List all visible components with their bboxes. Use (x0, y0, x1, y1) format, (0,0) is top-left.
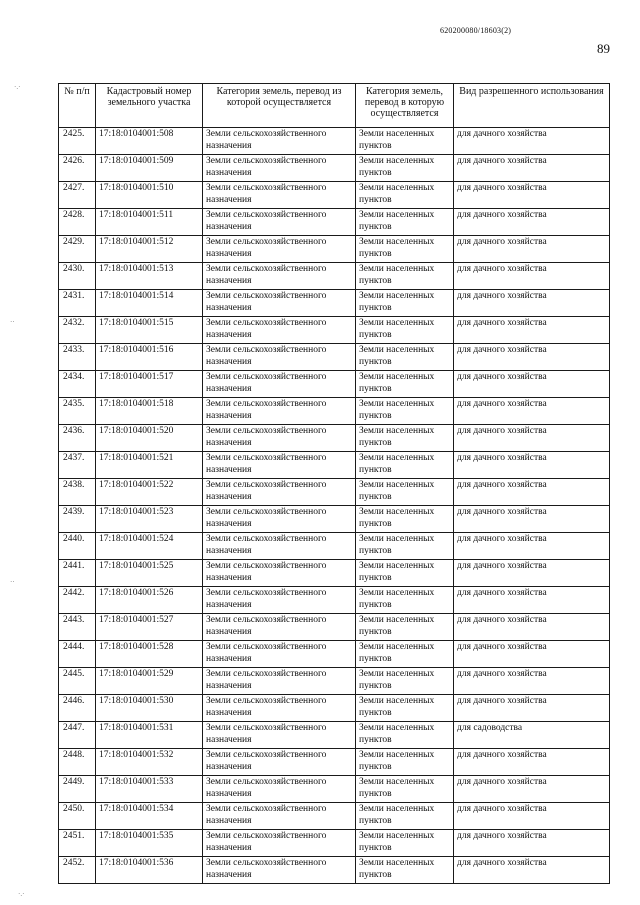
cell-number: 2429. (59, 236, 96, 263)
table-row (59, 722, 610, 749)
table-row (59, 641, 610, 668)
cell-category-to: Земли населенных пунктов (356, 317, 454, 344)
page-number: 89 (597, 41, 610, 56)
cell-permitted-use: для дачного хозяйства (454, 236, 610, 263)
cell-cadastral-number: 17:18:0104001:508 (96, 128, 203, 155)
cell-cadastral-number: 17:18:0104001:525 (96, 560, 203, 587)
table-row (59, 830, 610, 857)
cell-category-to: Земли населенных пунктов (356, 452, 454, 479)
cell-category-from: Земли сельскохозяйственного назначения (203, 749, 356, 776)
cell-permitted-use: для дачного хозяйства (454, 317, 610, 344)
cell-category-to: Земли населенных пунктов (356, 506, 454, 533)
cell-permitted-use: для дачного хозяйства (454, 830, 610, 857)
cell-cadastral-number: 17:18:0104001:527 (96, 614, 203, 641)
cell-number: 2427. (59, 182, 96, 209)
cell-number: 2433. (59, 344, 96, 371)
cell-category-to: Земли населенных пунктов (356, 533, 454, 560)
cell-cadastral-number: 17:18:0104001:520 (96, 425, 203, 452)
cell-number: 2428. (59, 209, 96, 236)
table-row (59, 371, 610, 398)
table-row (59, 560, 610, 587)
cell-category-to: Земли населенных пунктов (356, 479, 454, 506)
cell-permitted-use: для дачного хозяйства (454, 803, 610, 830)
cell-number: 2443. (59, 614, 96, 641)
scan-speck: ·.· (18, 890, 25, 898)
cell-permitted-use: для дачного хозяйства (454, 533, 610, 560)
cell-category-to: Земли населенных пунктов (356, 263, 454, 290)
cell-permitted-use: для дачного хозяйства (454, 641, 610, 668)
cell-permitted-use: для дачного хозяйства (454, 371, 610, 398)
cell-number: 2430. (59, 263, 96, 290)
cell-permitted-use: для дачного хозяйства (454, 614, 610, 641)
table-row (59, 344, 610, 371)
cell-number: 2436. (59, 425, 96, 452)
cell-cadastral-number: 17:18:0104001:531 (96, 722, 203, 749)
table-row (59, 749, 610, 776)
cell-number: 2435. (59, 398, 96, 425)
cell-permitted-use: для дачного хозяйства (454, 749, 610, 776)
cell-category-from: Земли сельскохозяйственного назначения (203, 209, 356, 236)
cell-category-from: Земли сельскохозяйственного назначения (203, 506, 356, 533)
document-id: 620200080/18603(2) (440, 26, 512, 35)
table-row (59, 533, 610, 560)
table-row (59, 479, 610, 506)
table-body (59, 128, 610, 884)
cell-permitted-use: для дачного хозяйства (454, 452, 610, 479)
cell-number: 2451. (59, 830, 96, 857)
cell-permitted-use: для дачного хозяйства (454, 128, 610, 155)
column-header-cadastral-number: Кадастровый номер земельного участка (96, 84, 203, 128)
cell-permitted-use: для дачного хозяйства (454, 587, 610, 614)
cell-cadastral-number: 17:18:0104001:511 (96, 209, 203, 236)
cell-category-from: Земли сельскохозяйственного назначения (203, 857, 356, 884)
cell-category-from: Земли сельскохозяйственного назначения (203, 344, 356, 371)
cell-category-from: Земли сельскохозяйственного назначения (203, 560, 356, 587)
cell-category-from: Земли сельскохозяйственного назначения (203, 263, 356, 290)
cell-category-from: Земли сельскохозяйственного назначения (203, 155, 356, 182)
column-header-number: № п/п (59, 84, 96, 128)
cell-cadastral-number: 17:18:0104001:534 (96, 803, 203, 830)
cell-category-to: Земли населенных пунктов (356, 128, 454, 155)
cell-cadastral-number: 17:18:0104001:510 (96, 182, 203, 209)
table-row (59, 452, 610, 479)
cell-number: 2426. (59, 155, 96, 182)
cell-category-to: Земли населенных пунктов (356, 425, 454, 452)
cell-category-to: Земли населенных пунктов (356, 830, 454, 857)
cell-cadastral-number: 17:18:0104001:518 (96, 398, 203, 425)
table-row (59, 695, 610, 722)
cell-cadastral-number: 17:18:0104001:523 (96, 506, 203, 533)
table-row (59, 236, 610, 263)
cell-cadastral-number: 17:18:0104001:521 (96, 452, 203, 479)
cell-cadastral-number: 17:18:0104001:514 (96, 290, 203, 317)
table-row (59, 398, 610, 425)
table-row (59, 128, 610, 155)
cell-category-from: Земли сельскохозяйственного назначения (203, 641, 356, 668)
table-row (59, 857, 610, 884)
cell-number: 2425. (59, 128, 96, 155)
land-register-table (58, 83, 610, 884)
cell-cadastral-number: 17:18:0104001:536 (96, 857, 203, 884)
cell-cadastral-number: 17:18:0104001:529 (96, 668, 203, 695)
cell-permitted-use: для дачного хозяйства (454, 560, 610, 587)
column-header-category-from: Категория земель, перевод из которой осуществляется (203, 84, 356, 128)
cell-permitted-use: для дачного хозяйства (454, 263, 610, 290)
cell-permitted-use: для дачного хозяйства (454, 209, 610, 236)
cell-cadastral-number: 17:18:0104001:524 (96, 533, 203, 560)
table-row (59, 263, 610, 290)
cell-cadastral-number: 17:18:0104001:522 (96, 479, 203, 506)
cell-cadastral-number: 17:18:0104001:532 (96, 749, 203, 776)
cell-category-to: Земли населенных пунктов (356, 344, 454, 371)
cell-category-to: Земли населенных пунктов (356, 587, 454, 614)
cell-permitted-use: для дачного хозяйства (454, 425, 610, 452)
cell-number: 2439. (59, 506, 96, 533)
cell-number: 2452. (59, 857, 96, 884)
cell-number: 2446. (59, 695, 96, 722)
cell-category-from: Земли сельскохозяйственного назначения (203, 533, 356, 560)
cell-category-from: Земли сельскохозяйственного назначения (203, 695, 356, 722)
cell-cadastral-number: 17:18:0104001:533 (96, 776, 203, 803)
cell-number: 2437. (59, 452, 96, 479)
cell-category-to: Земли населенных пунктов (356, 695, 454, 722)
cell-category-from: Земли сельскохозяйственного назначения (203, 371, 356, 398)
cell-category-to: Земли населенных пунктов (356, 641, 454, 668)
table-row (59, 155, 610, 182)
scan-speck: ·· (10, 318, 15, 326)
cell-cadastral-number: 17:18:0104001:530 (96, 695, 203, 722)
table-header-row (59, 84, 610, 128)
table-row (59, 776, 610, 803)
cell-cadastral-number: 17:18:0104001:509 (96, 155, 203, 182)
cell-cadastral-number: 17:18:0104001:512 (96, 236, 203, 263)
scan-speck: ·· (10, 578, 15, 586)
cell-number: 2444. (59, 641, 96, 668)
cell-permitted-use: для дачного хозяйства (454, 344, 610, 371)
cell-category-from: Земли сельскохозяйственного назначения (203, 803, 356, 830)
cell-category-from: Земли сельскохозяйственного назначения (203, 722, 356, 749)
cell-category-to: Земли населенных пунктов (356, 560, 454, 587)
cell-category-from: Земли сельскохозяйственного назначения (203, 317, 356, 344)
cell-category-from: Земли сельскохозяйственного назначения (203, 614, 356, 641)
cell-cadastral-number: 17:18:0104001:517 (96, 371, 203, 398)
cell-category-to: Земли населенных пунктов (356, 722, 454, 749)
cell-permitted-use: для дачного хозяйства (454, 695, 610, 722)
cell-permitted-use: для дачного хозяйства (454, 479, 610, 506)
table-row (59, 182, 610, 209)
cell-category-to: Земли населенных пунктов (356, 371, 454, 398)
table-row (59, 668, 610, 695)
cell-permitted-use: для дачного хозяйства (454, 398, 610, 425)
cell-category-from: Земли сельскохозяйственного назначения (203, 776, 356, 803)
cell-cadastral-number: 17:18:0104001:513 (96, 263, 203, 290)
cell-permitted-use: для дачного хозяйства (454, 290, 610, 317)
cell-permitted-use: для дачного хозяйства (454, 506, 610, 533)
cell-category-from: Земли сельскохозяйственного назначения (203, 425, 356, 452)
cell-cadastral-number: 17:18:0104001:528 (96, 641, 203, 668)
cell-category-from: Земли сельскохозяйственного назначения (203, 452, 356, 479)
cell-category-to: Земли населенных пунктов (356, 290, 454, 317)
column-header-category-to: Категория земель, перевод в которую осуществляется (356, 84, 454, 128)
cell-category-from: Земли сельскохозяйственного назначения (203, 587, 356, 614)
cell-permitted-use: для дачного хозяйства (454, 776, 610, 803)
cell-category-to: Земли населенных пунктов (356, 857, 454, 884)
cell-number: 2438. (59, 479, 96, 506)
cell-number: 2445. (59, 668, 96, 695)
table-row (59, 290, 610, 317)
cell-category-from: Земли сельскохозяйственного назначения (203, 479, 356, 506)
table-row (59, 317, 610, 344)
cell-number: 2441. (59, 560, 96, 587)
table-row (59, 587, 610, 614)
table-row (59, 803, 610, 830)
cell-number: 2434. (59, 371, 96, 398)
cell-category-to: Земли населенных пунктов (356, 182, 454, 209)
cell-permitted-use: для дачного хозяйства (454, 857, 610, 884)
scan-speck: ·.· (14, 83, 21, 91)
cell-permitted-use: для дачного хозяйства (454, 668, 610, 695)
table-row (59, 506, 610, 533)
cell-cadastral-number: 17:18:0104001:515 (96, 317, 203, 344)
cell-category-to: Земли населенных пунктов (356, 398, 454, 425)
cell-category-to: Земли населенных пунктов (356, 668, 454, 695)
table-row (59, 614, 610, 641)
cell-category-to: Земли населенных пунктов (356, 236, 454, 263)
cell-number: 2442. (59, 587, 96, 614)
cell-permitted-use: для дачного хозяйства (454, 155, 610, 182)
cell-number: 2450. (59, 803, 96, 830)
cell-category-to: Земли населенных пунктов (356, 803, 454, 830)
cell-category-from: Земли сельскохозяйственного назначения (203, 182, 356, 209)
cell-category-from: Земли сельскохозяйственного назначения (203, 290, 356, 317)
cell-category-from: Земли сельскохозяйственного назначения (203, 830, 356, 857)
table-row (59, 425, 610, 452)
cell-category-to: Земли населенных пунктов (356, 209, 454, 236)
cell-category-from: Земли сельскохозяйственного назначения (203, 236, 356, 263)
cell-category-from: Земли сельскохозяйственного назначения (203, 398, 356, 425)
table-row (59, 209, 610, 236)
cell-category-to: Земли населенных пунктов (356, 749, 454, 776)
cell-category-to: Земли населенных пунктов (356, 776, 454, 803)
cell-category-to: Земли населенных пунктов (356, 614, 454, 641)
cell-category-to: Земли населенных пунктов (356, 155, 454, 182)
cell-permitted-use: для дачного хозяйства (454, 182, 610, 209)
cell-number: 2432. (59, 317, 96, 344)
cell-number: 2440. (59, 533, 96, 560)
cell-cadastral-number: 17:18:0104001:516 (96, 344, 203, 371)
cell-cadastral-number: 17:18:0104001:526 (96, 587, 203, 614)
column-header-permitted-use: Вид разрешенного использования (454, 84, 610, 128)
cell-category-from: Земли сельскохозяйственного назначения (203, 128, 356, 155)
cell-number: 2449. (59, 776, 96, 803)
cell-number: 2431. (59, 290, 96, 317)
cell-number: 2448. (59, 749, 96, 776)
cell-permitted-use: для садоводства (454, 722, 610, 749)
cell-cadastral-number: 17:18:0104001:535 (96, 830, 203, 857)
cell-number: 2447. (59, 722, 96, 749)
cell-category-from: Земли сельскохозяйственного назначения (203, 668, 356, 695)
